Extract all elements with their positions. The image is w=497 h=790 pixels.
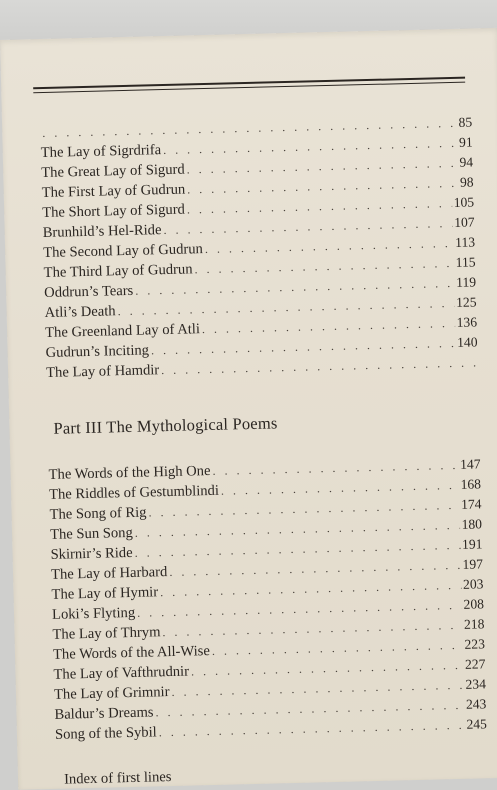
toc-entry-title: The Words of the High One xyxy=(48,462,211,483)
toc-entry-page-number: 174 xyxy=(460,496,482,512)
toc-entry-page-number: 227 xyxy=(464,656,486,672)
toc-entry-page-number: 191 xyxy=(461,536,483,552)
toc-part-3 xyxy=(48,454,487,744)
toc-entry-title: The Third Lay of Gudrun xyxy=(43,261,193,281)
toc-entry-title: The Lay of Vafthrudnir xyxy=(53,663,190,683)
index-of-first-lines: Index of first lines xyxy=(63,769,172,788)
toc-entry-title: The Riddles of Gestumblindi xyxy=(48,482,220,503)
toc-entry-title: The Sun Song xyxy=(49,524,133,543)
toc-entry-title: Oddrun’s Tears xyxy=(43,282,134,301)
toc-part-2 xyxy=(40,112,478,382)
toc-entry-title: Gudrun’s Inciting xyxy=(45,342,150,361)
toc-entry-page-number: 94 xyxy=(459,154,474,170)
part-3-heading: Part III The Mythological Poems xyxy=(53,413,278,438)
toc-entry-title: Baldur’s Dreams xyxy=(54,704,154,723)
toc-entry-title: The Lay of Sigrdrifa xyxy=(40,142,162,162)
toc-entry-page-number: 180 xyxy=(461,516,483,532)
toc-entry-page-number: 91 xyxy=(458,134,473,150)
toc-entry-page-number: 115 xyxy=(455,254,476,270)
toc-entry-page-number: 223 xyxy=(464,636,486,652)
toc-entry-title: Brunhild’s Hel-Ride xyxy=(42,222,162,242)
toc-entry-page-number: 147 xyxy=(459,456,481,472)
toc-entry-page-number: 208 xyxy=(463,596,485,612)
toc-entry-page-number: 245 xyxy=(466,716,488,732)
toc-entry-page-number: 168 xyxy=(460,476,482,492)
toc-entry-title: The Lay of Thrym xyxy=(52,624,161,643)
toc-entry-title: The Words of the All-Wise xyxy=(52,643,211,663)
toc-entry-page-number: 140 xyxy=(456,334,478,350)
toc-entry-page-number: 85 xyxy=(458,114,473,130)
toc-entry-page-number: 107 xyxy=(454,214,475,230)
toc-entry-page-number: 125 xyxy=(455,294,477,310)
book-page xyxy=(0,28,497,790)
toc-entry-page-number: 105 xyxy=(453,194,475,210)
toc-entry-title: The Lay of Hymir xyxy=(51,584,159,603)
toc-entry-title: Skirnir’s Ride xyxy=(50,544,133,563)
toc-entry-title: The Short Lay of Sigurd xyxy=(42,201,186,222)
toc-entry-title: The Great Lay of Sigurd xyxy=(41,161,185,182)
toc-entry-page-number: 136 xyxy=(456,314,478,330)
toc-entry-title: Loki’s Flyting xyxy=(51,604,136,623)
toc-entry-title: The Lay of Hamdir xyxy=(45,362,160,381)
toc-entry-page-number: 243 xyxy=(465,696,487,712)
toc-entry-title: Atli’s Death xyxy=(44,303,116,321)
toc-entry-title: The First Lay of Gudrun xyxy=(41,181,186,202)
toc-entry-page-number: 203 xyxy=(462,576,484,592)
toc-entry-page-number: 218 xyxy=(463,616,485,632)
toc-entry-title: The Lay of Grimnir xyxy=(53,684,170,703)
toc-entry-page-number: 98 xyxy=(459,174,474,190)
toc-entry-page-number: 119 xyxy=(455,274,477,290)
toc-entry-page-number: 234 xyxy=(465,676,487,692)
toc-entry-page-number: 113 xyxy=(455,234,476,250)
toc-entry-title: The Song of Rig xyxy=(49,504,147,523)
toc-entry-page-number: 197 xyxy=(462,556,484,572)
toc-entry-title: The Lay of Harbard xyxy=(50,564,168,583)
toc-entry-title: The Greenland Lay of Atli xyxy=(44,321,201,341)
toc-entry-title: The Second Lay of Gudrun xyxy=(43,241,204,262)
toc-entry-title: Song of the Sybil xyxy=(54,724,157,743)
